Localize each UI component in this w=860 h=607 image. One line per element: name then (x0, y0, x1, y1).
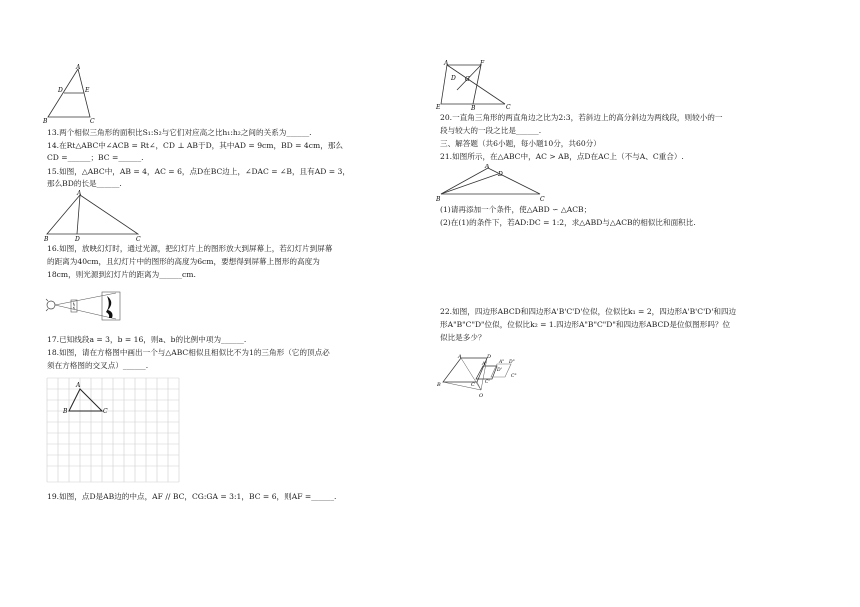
question-21-part1: (1)请再添加一个条件，使△ABD ∽ △ACB； (440, 205, 592, 214)
question-18-line1: 18.如图，请在方格图中画出一个与△ABC相似且相似比不为1的三角形（它的顶点必 (47, 348, 330, 357)
label-b: B (437, 382, 441, 388)
figure-q15-triangle (44, 190, 144, 242)
figure-grid (45, 376, 183, 486)
label-c: C (506, 104, 511, 110)
label-d: D (75, 236, 80, 242)
figure-triangle-de (40, 62, 100, 124)
label-a: A (458, 354, 462, 360)
label-d-prime: D' (497, 368, 502, 373)
figure-projector (44, 288, 128, 324)
label-d-double-prime: D" (509, 360, 515, 365)
section-heading-3: 三、解答题（共6小题，每小题10分，共60分） (440, 139, 601, 148)
label-o: O (479, 393, 484, 398)
figure-af-parallel-bc (435, 60, 517, 110)
figure-homothety (437, 352, 523, 398)
label-a: A (76, 382, 81, 389)
question-16-line3: 18cm，则光源到幻灯片的距离为______cm. (47, 270, 196, 279)
question-16-line1: 16.如图，放映幻灯时，通过光源，把幻灯片上的图形放大到屏幕上，若幻灯片到屏幕 (47, 244, 333, 253)
label-a: A (76, 64, 81, 71)
question-17: 17.已知线段a = 3，b = 16，则a、b的比例中项为______. (47, 335, 247, 344)
label-b: B (44, 236, 49, 242)
label-c: C (471, 382, 475, 388)
question-18-line2: 须在方格图的交叉点）______. (47, 361, 149, 370)
question-21-part2: (2)在(1)的条件下，若AD:DC = 1:2，求△ABD与△ACB的相似比和面积比. (440, 218, 696, 227)
label-e: E (436, 104, 441, 110)
question-22-line2: 形A"B"C"D"位似，位似比k₂ = 1.四边形A"B"C"D"和四边形ABCD是位似图形吗？位 (440, 320, 731, 329)
question-19: 19.如图，点D是AB边的中点，AF // BC，CG:GA = 3:1，BC = 6，则AF =______. (47, 492, 337, 501)
label-a: A (77, 190, 82, 197)
question-21: 21.如图所示，在△ABC中，AC > AB，点D在AC上（不与A、C重合）. (440, 152, 684, 161)
question-16-line2: 的距离为40cm，且幻灯片中的图形的高度为6cm，要想得到屏幕上图形的高度为 (47, 257, 320, 266)
label-a: A (444, 60, 449, 67)
question-20-line2: 段与较大的一段之比是______. (440, 126, 542, 135)
label-c: C (90, 118, 95, 124)
label-d: D (498, 171, 503, 178)
label-g: G (465, 76, 470, 83)
label-c: C (103, 408, 108, 415)
question-14-line1: 14.在Rt△ABC中∠ACB = Rt∠，CD ⊥ AB于D，其中AD = 9cm，BD = 4cm，那么 (47, 141, 344, 150)
question-14-line2: CD =______；BC =______. (47, 153, 144, 162)
label-c-double-prime: C" (511, 374, 517, 379)
label-a-double-prime: A" (499, 360, 505, 365)
label-b: B (63, 408, 68, 415)
question-15-line1: 15.如图，△ABC中，AB = 4，AC = 6，点D在BC边上，∠DAC = ∠B，且有AD = 3， (47, 167, 350, 176)
question-15-line2: 那么BD的长是______. (47, 179, 122, 188)
question-22-line1: 22.如图，四边形ABCD和四边形A'B'C'D'位似，位似比k₁ = 2，四边形A'B'C'D'和四边 (440, 307, 737, 316)
label-c-prime: C' (485, 380, 490, 385)
question-20-line1: 20.一直角三角形的两直角边之比为2:3，若斜边上的高分斜边为两线段，则较小的一 (440, 113, 723, 122)
question-22-line3: 似比是多少？ (440, 333, 486, 342)
label-a-prime: A' (482, 362, 487, 367)
label-d: D (58, 87, 63, 94)
label-c: C (540, 196, 545, 202)
figure-q21-triangle (436, 164, 548, 202)
question-13: 13.两个相似三角形的面积比S₁:S₂与它们对应高之比h₁:h₂之间的关系为______. (47, 128, 312, 137)
label-c: C (136, 236, 141, 242)
label-a: A (485, 164, 490, 170)
label-e: E (85, 87, 90, 94)
label-d: D (451, 75, 456, 82)
label-d: D (487, 354, 492, 360)
label-b: B (43, 118, 48, 124)
label-f: F (480, 60, 485, 67)
label-b: B (436, 196, 441, 202)
label-b: B (471, 105, 476, 110)
